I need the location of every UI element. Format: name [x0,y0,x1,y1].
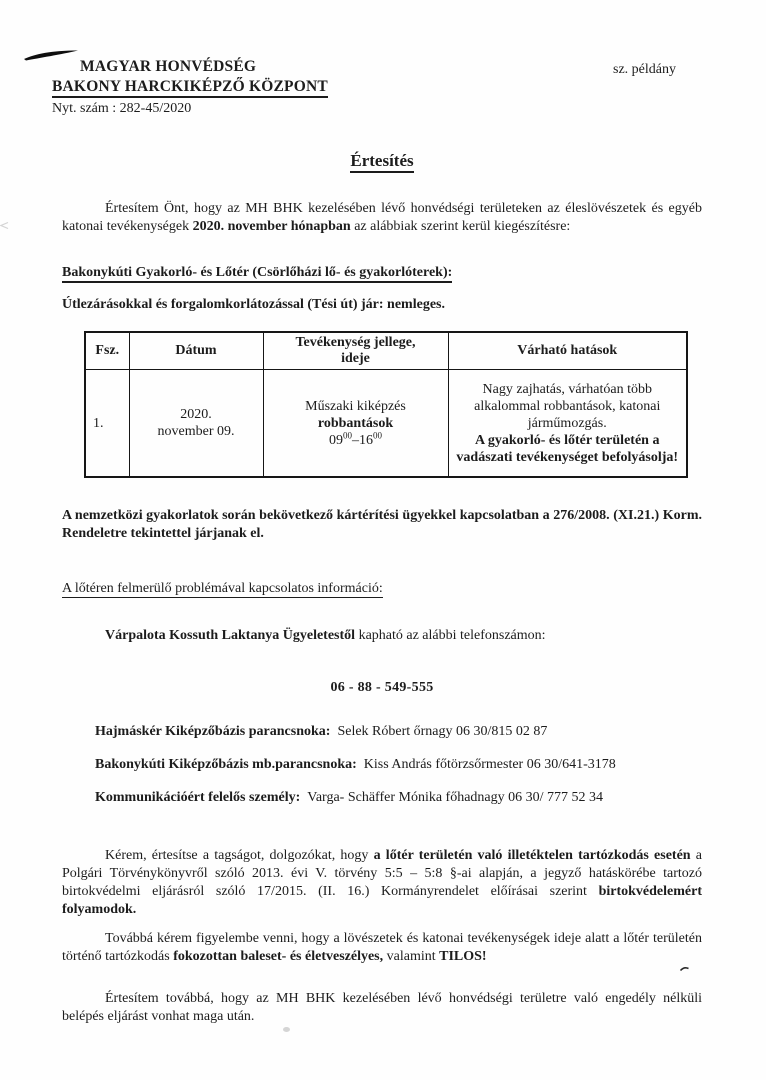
road-closure-line: Útlezárásokkal és forgalomkorlátozással (Tési út) jár: nemleges. [62,297,445,312]
scan-speck-artifact [283,1027,290,1032]
org-name-line1: MAGYAR HONVÉDSÉG [80,58,257,75]
table-header-row [85,332,687,370]
phone-number: 06 - 88 - 549-555 [330,680,434,695]
contact-row-bakonykuti: Bakonykúti Kiképzőbázis mb.parancsnoka: Kiss András főtörzsőrmester 06 30/641-3178 [95,757,616,772]
contact-list [95,723,702,807]
col-header-datum: Dátum [129,332,263,370]
duty-officer-line: Várpalota Kossuth Laktanya Ügyeletestől kapható az alábbi telefonszámon: [105,628,546,643]
registry-number: Nyt. szám : 282-45/2020 [52,101,192,116]
cell-date: 2020. november 09. [129,370,263,478]
info-heading: A lőtéren felmerülő problémával kapcsolatos információ: [62,581,383,596]
damage-claims-paragraph: A nemzetközi gyakorlatok során bekövetkező kártérítési ügyekkel kapcsolatban a 276/2008. (XI.21.) Korm. Rendeletre tekintettel járjanak el. [62,508,702,541]
copy-number-label: sz. példány [613,62,676,77]
letterhead [52,57,702,118]
danger-warning-paragraph: Továbbá kérem figyelembe venni, hogy a lövészetek és katonai tevékenységek ideje alatt a lőtér területén történő tartózkodás fokozottan baleset- és életveszélyes, valamint TILOS! [62,931,702,964]
cell-effects: Nagy zajhatás, várhatóan több alkalommal robbantások, katonai járműmozgás. A gyakorló- és lőtér területén a vadászati tevékenységet befolyásolja! [448,370,687,478]
contact-row-hajmasker: Hajmáskér Kiképzőbázis parancsnoka: Selek Róbert őrnagy 06 30/815 02 87 [95,724,548,739]
table-row [85,370,687,478]
range-section-heading: Bakonykúti Gyakorló- és Lőtér (Csörlőházi lő- és gyakorlóterek): [62,264,702,282]
pen-mark-artifact [23,48,81,62]
contact-row-communication: Kommunikációért felelős személy: Varga- Schäffer Mónika főhadnagy 06 30/ 777 52 34 [95,790,604,805]
col-header-effects: Várható hatások [448,332,687,370]
col-header-fsz: Fsz. [85,332,129,370]
cell-row-number: 1. [85,370,129,478]
document-title: Értesítés [62,150,702,172]
intro-paragraph: Értesítem Önt, hogy az MH BHK kezelésében lévő honvédségi területeken az éleslövészetek és egyéb katonai tevékenységek 2020. november hónapban az alábbiak szerint kerül kiegészítésre: [62,201,702,234]
org-name-line2 [52,77,702,97]
tick-mark-artifact [680,966,689,972]
edge-mark-artifact [0,222,9,229]
closing-paragraph: Értesítem továbbá, hogy az MH BHK kezelésében lévő honvédségi területre való engedély nélküli belépés eljárást vonhat maga után. [62,991,702,1024]
activities-table [84,331,688,478]
cell-activity: Műszaki kiképzés robbantások $09^{00}-16^{00}$ [263,370,448,478]
trespass-warning-paragraph: Kérem, értesítse a tagságot, dolgozókat, hogy a lőtér területén való illetéktelen tartózkodás esetén a Polgári Törvénykönyvről szóló 2013. évi V. törvény 5:5 – 5:8 §-ai alapján, a jegyző hatáskörébe tartozó birtokvédelmi eljárásról szóló 17/2015. (II. 16.) Kormányrendelet előírásai szerint birtokvédelemért folyamodok. [62,848,702,917]
col-header-activity: Tevékenység jellege, ideje [263,332,448,370]
org-name-underlined: BAKONY HARCKIKÉPZŐ KÖZPONT [52,78,328,98]
activity-time: $09^{00}-16^{00}$ [329,429,382,448]
